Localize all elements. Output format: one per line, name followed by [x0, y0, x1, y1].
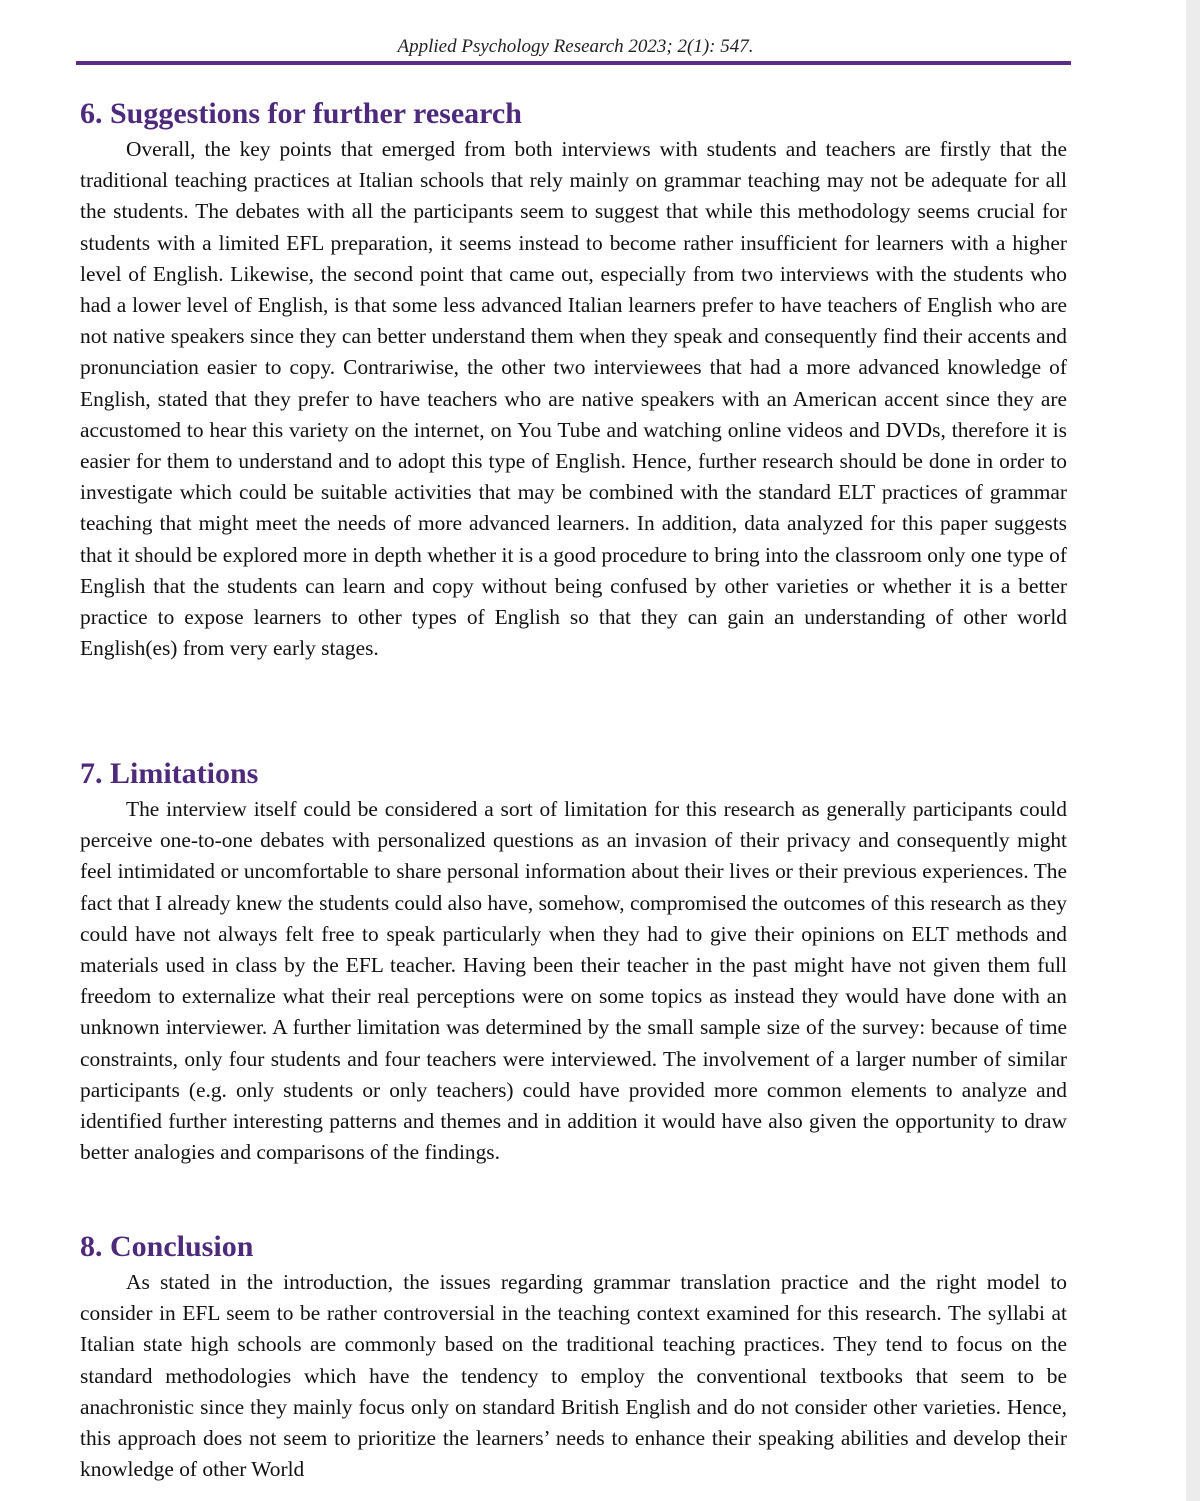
section-further-research — [80, 94, 1067, 664]
section-conclusion — [80, 1227, 1067, 1485]
section-paragraph: The interview itself could be considered a sort of limitation for this research as generally participants could perceive one-to-one debates with personalized questions as an invasion of their privacy and consequently might feel intimidated or uncomfortable to share personal information about their lives or their previous experiences. The fact that I already knew the students could also have, somehow, compromised the outcomes of this research as they could have not always felt free to speak particularly when they had to give their opinions on ELT methods and materials used in class by the EFL teacher. Having been their teacher in the past might have not given them full freedom to externalize what their real perceptions were on some topics as instead they would have done with an unknown interviewer. A further limitation was determined by the small sample size of the survey: because of time constraints, only four students and four teachers were interviewed. The involvement of a larger number of similar participants (e.g. only students or only teachers) could have provided more common elements to analyze and identified further interesting patterns and themes and in addition it would have also given the opportunity to draw better analogies and comparisons of the findings. — [80, 797, 1067, 1165]
section-limitations — [80, 754, 1067, 1168]
header-divider — [76, 61, 1071, 65]
running-header: Applied Psychology Research 2023; 2(1): 547. — [397, 36, 754, 57]
section-paragraph: Overall, the key points that emerged from both interviews with students and teachers are firstly that the traditional teaching practices at Italian schools that rely mainly on grammar teaching may not be adequate for all the students. The debates with all the participants seem to suggest that while this methodology seems crucial for students with a limited EFL preparation, it seems instead to become rather insufficient for learners with a higher level of English. Likewise, the second point that came out, especially from two interviews with the students who had a lower level of English, is that some less advanced Italian learners prefer to have teachers of English who are not native speakers since they can better understand them when they speak and consequently find their accents and pronunciation easier to copy. Contrariwise, the other two interviewees that had a more advanced knowledge of English, stated that they prefer to have teachers who are native speakers with an American accent since they are accustomed to hear this variety on the internet, on You Tube and watching online videos and DVDs, therefore it is easier for them to understand and to adopt this type of English. Hence, further research should be done in order to investigate which could be suitable activities that may be combined with the standard ELT practices of grammar teaching that might meet the needs of more advanced learners. In addition, data analyzed for this paper suggests that it should be explored more in depth whether it is a good procedure to bring into the classroom only one type of English that the students can learn and copy without being confused by other varieties or whether it is a better practice to expose learners to other types of English so that they can gain an understanding of other world English(es) from very early stages. — [80, 137, 1067, 661]
page-edge-shadow — [1186, 0, 1200, 1501]
section-paragraph: As stated in the introduction, the issues regarding grammar translation practice and the right model to consider in EFL seem to be rather controversial in the teaching context examined for this research. The syllabi at Italian state high schools are commonly based on the traditional teaching practices. They tend to focus on the standard methodologies which have the tendency to employ the conventional textbooks that seem to be anachronistic since they mainly focus only on standard British English and do not consider other varieties. Hence, this approach does not seem to prioritize the learners’ needs to enhance their speaking abilities and develop their knowledge of other World — [80, 1270, 1067, 1482]
section-heading: 7. Limitations — [80, 757, 259, 790]
section-heading: 8. Conclusion — [80, 1230, 254, 1263]
section-heading: 6. Suggestions for further research — [80, 97, 522, 130]
